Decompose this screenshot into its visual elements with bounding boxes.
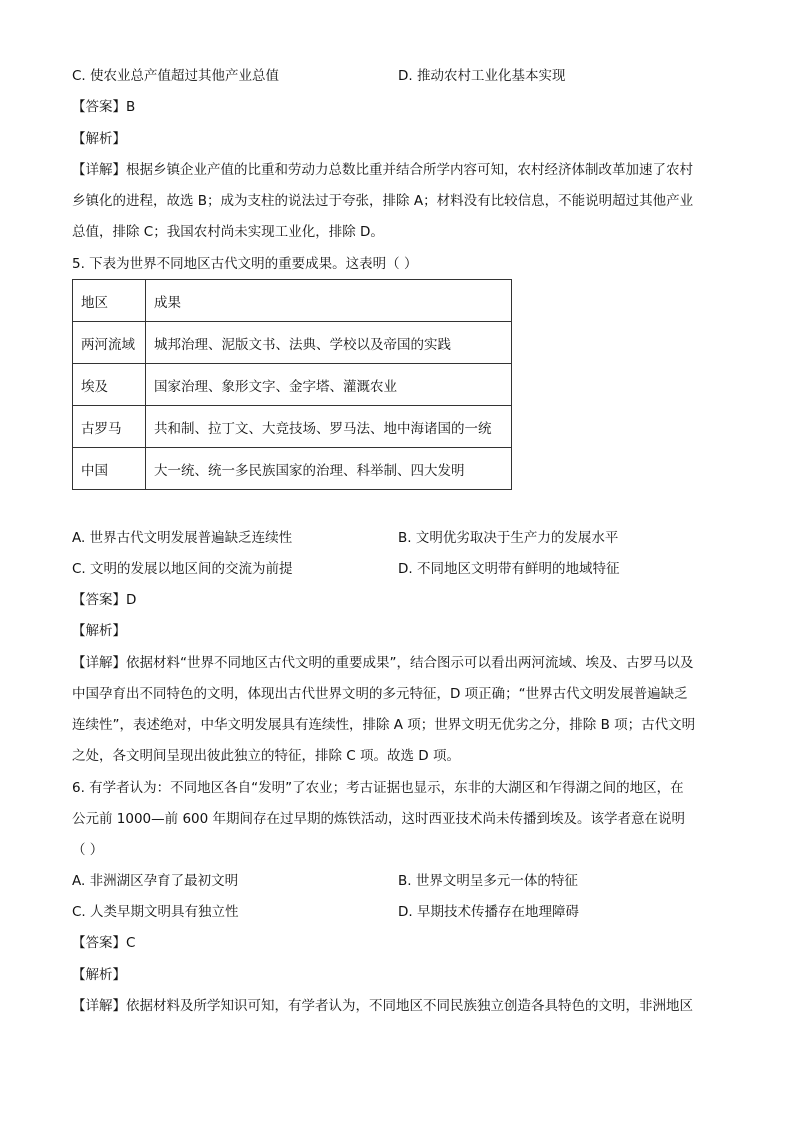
- q5-option-b: B. 文明优劣取决于生产力的发展水平: [398, 530, 619, 546]
- q4-detail-line-3: 总值，排除 C；我国农村尚未实现工业化，排除 D。: [72, 224, 384, 240]
- table-cell-region: 埃及: [73, 364, 146, 406]
- q6-stem-line-3: （ ）: [72, 842, 104, 858]
- q6-stem-line-2: 公元前 1000—前 600 年期间存在过早期的炼铁活动，这时西亚技术尚未传播到埃及。该学者意在说明: [72, 811, 685, 827]
- q6-analysis-label: 【解析】: [72, 967, 126, 983]
- q4-answer: 【答案】B: [72, 99, 136, 115]
- table-row: [73, 322, 512, 364]
- q5-detail-line-3: 连续性”，表述绝对，中华文明发展具有连续性，排除 A 项；世界文明无优劣之分，排除 B 项；古代文明: [72, 717, 696, 733]
- q6-option-a: A. 非洲湖区孕育了最初文明: [72, 873, 239, 889]
- q5-analysis-label: 【解析】: [72, 623, 126, 639]
- table-cell-region: 两河流域: [73, 322, 146, 364]
- table-cell-achievement: 国家治理、象形文字、金字塔、灌溉农业: [146, 364, 512, 406]
- table-header-row: [73, 280, 512, 322]
- table-cell-achievement: 大一统、统一多民族国家的治理、科举制、四大发明: [146, 448, 512, 490]
- q5-option-d: D. 不同地区文明带有鲜明的地域特征: [398, 561, 620, 577]
- q5-option-c: C. 文明的发展以地区间的交流为前提: [72, 561, 293, 577]
- q6-detail-line-1: 【详解】依据材料及所学知识可知，有学者认为，不同地区不同民族独立创造各具特色的文明，非洲地区: [72, 998, 693, 1014]
- table-header-cell: 成果: [146, 280, 512, 322]
- q5-table: [72, 279, 512, 490]
- table-cell-region: 中国: [73, 448, 146, 490]
- q5-detail-line-4: 之处，各文明间呈现出彼此独立的特征，排除 C 项。故选 D 项。: [72, 748, 460, 764]
- table-cell-achievement: 城邦治理、泥版文书、法典、学校以及帝国的实践: [146, 322, 512, 364]
- q6-answer: 【答案】C: [72, 935, 136, 951]
- q5-detail-line-1: 【详解】依据材料“世界不同地区古代文明的重要成果”，结合图示可以看出两河流域、埃及、古罗马以及: [72, 655, 694, 671]
- q4-analysis-label: 【解析】: [72, 131, 126, 147]
- q6-option-d: D. 早期技术传播存在地理障碍: [398, 904, 579, 920]
- table-header-cell: 地区: [73, 280, 146, 322]
- table-row: [73, 364, 512, 406]
- table-row: [73, 448, 512, 490]
- table-cell-achievement: 共和制、拉丁文、大竞技场、罗马法、地中海诸国的一统: [146, 406, 512, 448]
- table-row: [73, 406, 512, 448]
- q5-option-a: A. 世界古代文明发展普遍缺乏连续性: [72, 530, 293, 546]
- q5-detail-line-2: 中国孕育出不同特色的文明，体现出古代世界文明的多元特征，D 项正确；“世界古代文明发展普遍缺乏: [72, 686, 688, 702]
- q4-option-c: C. 使农业总产值超过其他产业总值: [72, 68, 280, 84]
- q5-stem: 5. 下表为世界不同地区古代文明的重要成果。这表明（ ）: [72, 256, 418, 272]
- q5-answer: 【答案】D: [72, 592, 137, 608]
- q4-detail-line-1: 【详解】根据乡镇企业产值的比重和劳动力总数比重并结合所学内容可知，农村经济体制改革加速了农村: [72, 162, 693, 178]
- q6-option-b: B. 世界文明呈多元一体的特征: [398, 873, 578, 889]
- q6-option-c: C. 人类早期文明具有独立性: [72, 904, 239, 920]
- q4-detail-line-2: 乡镇化的进程，故选 B；成为支柱的说法过于夸张，排除 A；材料没有比较信息，不能说明超过其他产业: [72, 193, 694, 209]
- q4-option-d: D. 推动农村工业化基本实现: [398, 68, 566, 84]
- q6-stem-line-1: 6. 有学者认为：不同地区各自“发明”了农业；考古证据也显示，东非的大湖区和乍得湖之间的地区，在: [72, 780, 684, 796]
- table-cell-region: 古罗马: [73, 406, 146, 448]
